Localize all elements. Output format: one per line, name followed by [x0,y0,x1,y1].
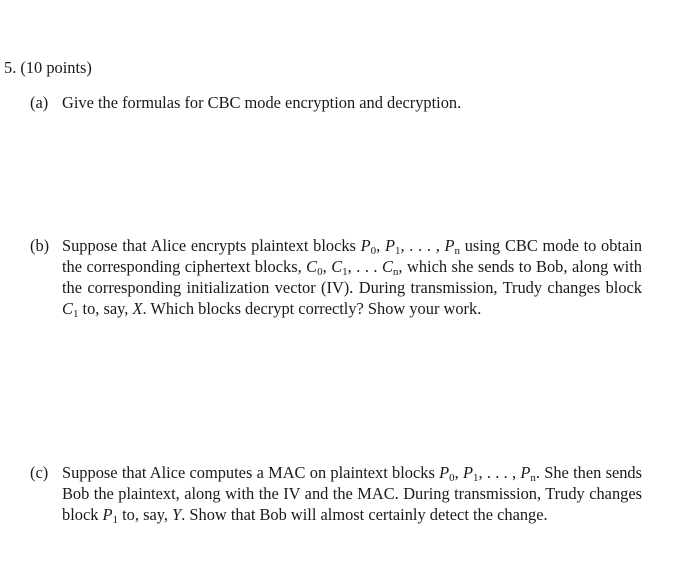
part-c-label: (c) [30,463,49,482]
part-a-label: (a) [30,93,49,112]
part-c [30,462,642,525]
question-points: (10 points) [20,58,92,77]
part-a [30,92,642,113]
question-number: 5. [4,58,17,77]
part-b [30,235,642,319]
part-b-label: (b) [30,236,50,255]
part-b-text: Suppose that Alice encrypts plaintext blocks $P_0$, $P_1$, . . . , $P_n$ using CBC mode to obtain the corresponding ciphertext blocks, $C_0$, $C_1$, . . . $C_n$, which she sends to Bob, along with the corresponding initialization vector (IV). During transmission, Trudy changes block $C_1$ to, say, X. Which blocks decrypt correctly? Show your work. [62,236,643,320]
question-header [4,57,92,78]
part-a-text: Give the formulas for CBC mode encryption and decryption. [62,93,462,112]
part-c-text: Suppose that Alice computes a MAC on plaintext blocks $P_0$, $P_1$, . . . , $P_n$. She then sends Bob the plaintext, along with the IV and the MAC. During transmission, Trudy changes block $P_1$ to, say, Y. Show that Bob will almost certainly detect the change. [62,463,642,526]
